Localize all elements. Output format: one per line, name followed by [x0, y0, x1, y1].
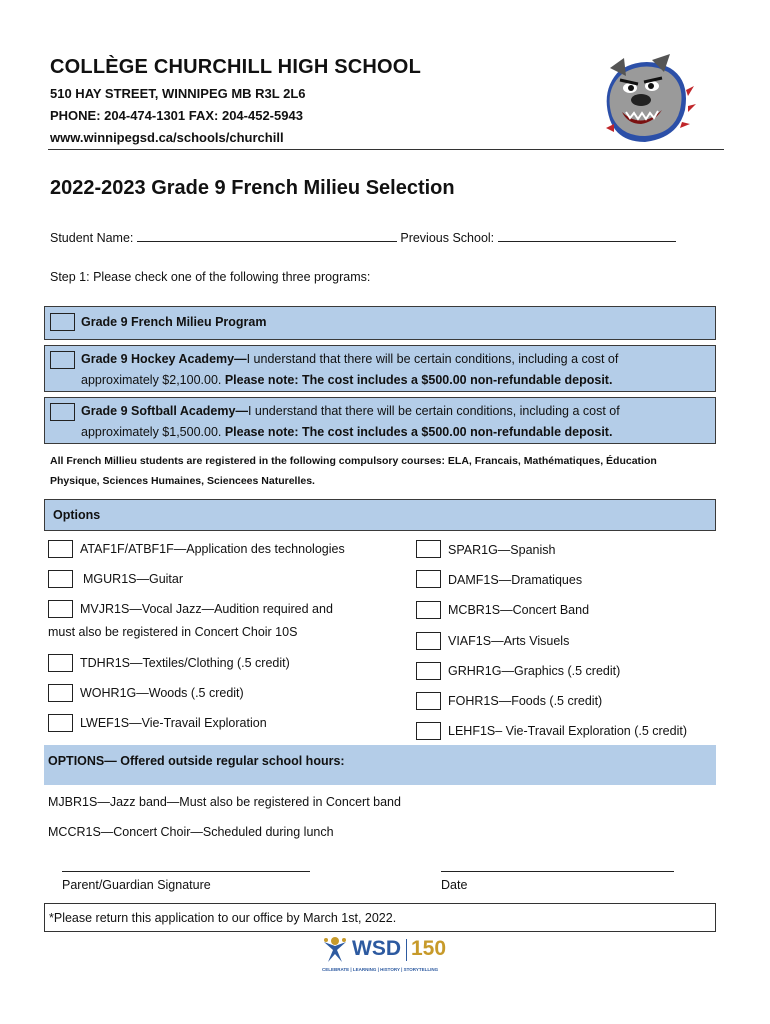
option-tdhr1s: TDHR1S—Textiles/Clothing (.5 credit) — [80, 656, 290, 670]
program-softball-line2: approximately $1,500.00. Please note: The cost includes a $500.00 non-refundable deposit. — [81, 425, 613, 439]
checkbox-mgur1s[interactable] — [48, 570, 73, 588]
option-mvjr1s-note: must also be registered in Concert Choir 10S — [48, 625, 298, 639]
checkbox-hockey-academy[interactable] — [50, 351, 75, 369]
wsd-logo-divider — [406, 939, 407, 961]
checkbox-spar1g[interactable] — [416, 540, 441, 558]
program-hockey-line1: Grade 9 Hockey Academy—I understand that there will be certain conditions, including a cost of — [81, 352, 619, 366]
program-name: Grade 9 French Milieu Program — [81, 315, 267, 329]
student-info-row — [50, 229, 676, 245]
program-french-milieu — [44, 306, 716, 340]
form-title: 2022-2023 Grade 9 French Milieu Selection — [50, 177, 455, 199]
school-phone: PHONE: 204-474-1301 FAX: 204-452-5943 — [50, 108, 303, 123]
student-name-field[interactable] — [137, 229, 397, 242]
checkbox-lwef1s[interactable] — [48, 714, 73, 732]
program-softball-line1: Grade 9 Softball Academy—I understand that there will be certain conditions, including a cost of — [81, 404, 620, 418]
previous-school-label: Previous School: — [400, 231, 495, 245]
option-fohr1s: FOHR1S—Foods (.5 credit) — [448, 694, 603, 708]
option-lehf1s: LEHF1S– Vie-Travail Exploration (.5 credit) — [448, 724, 687, 738]
checkbox-mcbr1s[interactable] — [416, 601, 441, 619]
option-ataf1f: ATAF1F/ATBF1F—Application des technologies — [80, 542, 345, 556]
options-header — [44, 499, 716, 531]
checkbox-wohr1g[interactable] — [48, 684, 73, 702]
date-line[interactable] — [441, 871, 674, 872]
option-mvjr1s: MVJR1S—Vocal Jazz—Audition required and — [80, 602, 333, 616]
option-spar1g: SPAR1G—Spanish — [448, 543, 556, 557]
previous-school-field[interactable] — [498, 229, 676, 242]
option-damf1s: DAMF1S—Dramatiques — [448, 573, 583, 587]
outside-option-mccr1s: MCCR1S—Concert Choir—Scheduled during lunch — [48, 825, 334, 839]
parent-signature-label: Parent/Guardian Signature — [62, 878, 211, 892]
option-grhr1g: GRHR1G—Graphics (.5 credit) — [448, 664, 621, 678]
compulsory-courses-line2: Physique, Sciences Humaines, Sciencees Naturelles. — [50, 475, 315, 487]
checkbox-softball-academy[interactable] — [50, 403, 75, 421]
option-wohr1g: WOHR1G—Woods (.5 credit) — [80, 686, 244, 700]
option-mcbr1s: MCBR1S—Concert Band — [448, 603, 590, 617]
wsd-150-logo — [320, 935, 450, 977]
wsd-logo-text: WSD — [352, 937, 401, 960]
option-viaf1s: VIAF1S—Arts Visuels — [448, 634, 570, 648]
outside-hours-label: OPTIONS— Offered outside regular school hours: — [48, 754, 345, 768]
step1-instruction: Step 1: Please check one of the following three programs: — [50, 270, 371, 284]
checkbox-tdhr1s[interactable] — [48, 654, 73, 672]
outside-option-mjbr1s: MJBR1S—Jazz band—Must also be registered in Concert band — [48, 795, 401, 809]
date-label: Date — [441, 878, 468, 892]
wsd-logo-number: 150 — [411, 937, 447, 960]
return-note: *Please return this application to our office by March 1st, 2022. — [49, 911, 397, 925]
school-website: www.winnipegsd.ca/schools/churchill — [50, 130, 284, 145]
school-address: 510 HAY STREET, WINNIPEG MB R3L 2L6 — [50, 86, 306, 101]
checkbox-viaf1s[interactable] — [416, 632, 441, 650]
program-hockey-academy — [44, 345, 716, 392]
checkbox-mvjr1s[interactable] — [48, 600, 73, 618]
parent-signature-line[interactable] — [62, 871, 310, 872]
program-hockey-line2: approximately $2,100.00. Please note: The cost includes a $500.00 non-refundable deposit. — [81, 373, 613, 387]
return-note-box — [44, 903, 716, 932]
checkbox-grhr1g[interactable] — [416, 662, 441, 680]
student-name-label: Student Name: — [50, 231, 134, 245]
checkbox-ataf1f[interactable] — [48, 540, 73, 558]
option-mgur1s: MGUR1S—Guitar — [83, 572, 184, 586]
program-softball-academy — [44, 397, 716, 444]
outside-hours-header — [44, 745, 716, 785]
wsd-logo-tagline: CELEBRATE | LEARNING | HISTORY | STORYTELLING — [322, 967, 439, 972]
checkbox-french-milieu[interactable] — [50, 313, 75, 331]
checkbox-lehf1s[interactable] — [416, 722, 441, 740]
option-lwef1s: LWEF1S—Vie-Travail Exploration — [80, 716, 267, 730]
options-header-label: Options — [53, 508, 101, 522]
header-divider — [48, 149, 724, 150]
checkbox-damf1s[interactable] — [416, 570, 441, 588]
bulldog-mascot-logo — [590, 50, 700, 146]
checkbox-fohr1s[interactable] — [416, 692, 441, 710]
school-name: COLLÈGE CHURCHILL HIGH SCHOOL — [50, 56, 421, 78]
wsd-figure-icon — [320, 936, 350, 964]
compulsory-courses-line1: All French Millieu students are registered in the following compulsory courses: ELA, Francais, Mathématiques, Éducation — [50, 455, 657, 467]
